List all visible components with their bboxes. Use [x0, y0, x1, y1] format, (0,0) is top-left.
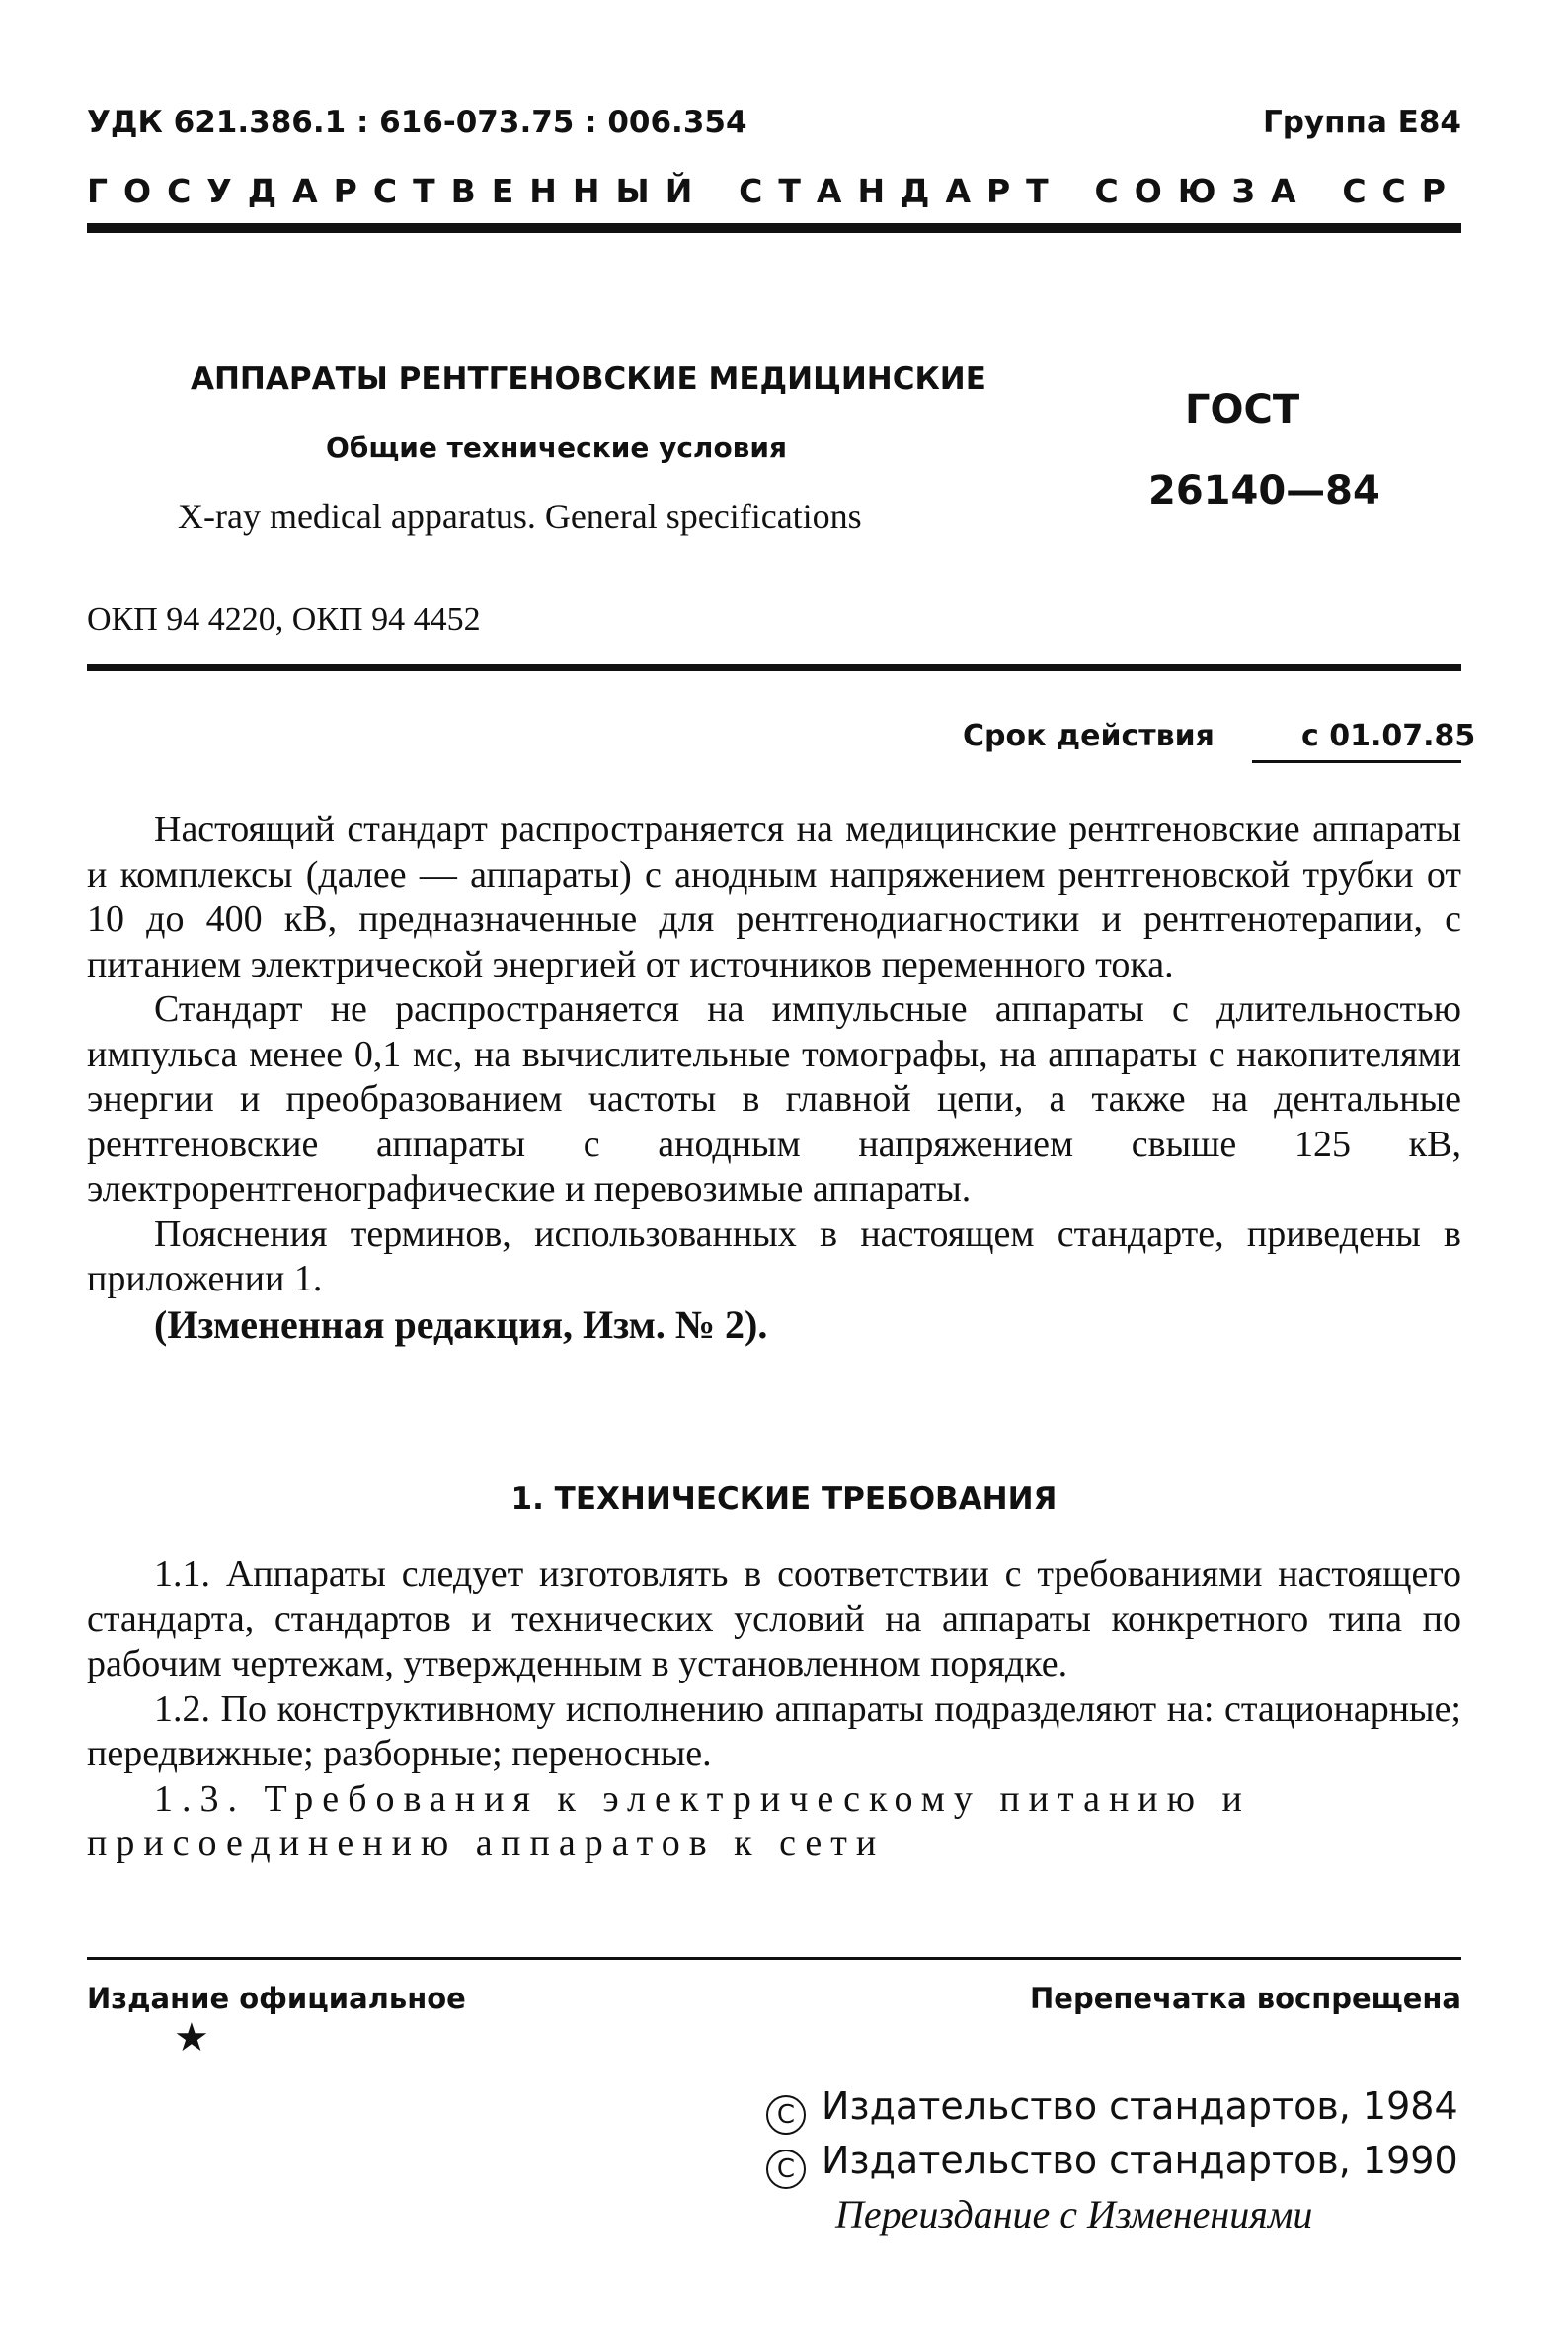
amendment-note: (Измененная редакция, Изм. № 2).: [154, 1301, 768, 1347]
copyright-text: Издательство стандартов, 1984: [822, 2084, 1458, 2128]
star-icon: ★: [174, 2015, 209, 2060]
title-english: X-ray medical apparatus. General specifications: [178, 497, 862, 536]
copyright-icon: C: [766, 2095, 806, 2135]
intro-text: [87, 808, 1461, 1347]
section-text: [87, 1552, 1461, 1867]
copyright-text: Издательство стандартов, 1990: [822, 2139, 1458, 2182]
subtitle-russian: Общие технические условия: [326, 431, 787, 464]
intro-paragraph: Настоящий стандарт распространяется на медицинские рентгеновские аппараты и комплексы (далее — аппараты) с анодным напряжением рентгеновской трубки от 10 до 400 кВ, предназначенные для рентгенодиагностики и рентгенотерапии, с питанием электрической энергией от источников переменного тока.: [87, 809, 1461, 985]
title-rule: [87, 664, 1461, 671]
copyright-line: [766, 2084, 1458, 2135]
state-standard-banner: [87, 172, 1461, 210]
gost-number: 26140—84: [1148, 468, 1380, 513]
udk-code: УДК 621.386.1 : 616-073.75 : 006.354: [87, 105, 747, 140]
reedition-note: Переиздание с Изменениями: [835, 2192, 1313, 2236]
state-standard-word: СОЮЗА: [1094, 172, 1312, 210]
clause-1-1: 1.1. Аппараты следует изготовлять в соответствии с требованиями настоящего стандарта, стандартов и технических условий на аппараты конкретного типа по рабочим чертежам, утвержденным в установленном порядке.: [87, 1553, 1461, 1684]
footer-rule: [87, 1957, 1461, 1960]
state-standard-word: СТАНДАРТ: [739, 172, 1064, 210]
copyright-icon: C: [766, 2150, 806, 2189]
intro-paragraph: Пояснения терминов, использованных в настоящем стандарте, приведены в приложении 1.: [87, 1212, 1461, 1299]
clause-1-2: 1.2. По конструктивному исполнению аппараты подразделяют на: стационарные; передвижные; разборные; переносные.: [87, 1687, 1461, 1774]
gost-label: ГОСТ: [1185, 387, 1300, 432]
okp-codes: ОКП 94 4220, ОКП 94 4452: [87, 601, 481, 638]
clause-1-3: 1.3. Требования к электрическому питанию и присоединению аппаратов к сети: [87, 1777, 1251, 1864]
reprint-prohibited: Перепечатка воспрещена: [1030, 1982, 1461, 2015]
state-standard-word: ССР: [1342, 172, 1461, 210]
validity-label: Срок действия: [963, 719, 1215, 753]
header-rule: [87, 223, 1461, 233]
copyright-line: [766, 2139, 1458, 2189]
state-standard-word: ГОСУДАРСТВЕННЫЙ: [87, 172, 709, 210]
section-heading: 1. ТЕХНИЧЕСКИЕ ТРЕБОВАНИЯ: [510, 1481, 1058, 1517]
intro-paragraph: Стандарт не распространяется на импульсные аппараты с длительностью импульса менее 0,1 мс, на вычислительные томографы, на аппараты с накопителями энергии и преобразованием частоты в главной цепи, а также на дентальные рентгеновские аппараты с анодным напряжением свыше 125 кВ, электрорентгенографические и перевозимые аппараты.: [87, 988, 1461, 1210]
validity-underline: [1252, 760, 1461, 763]
title-russian: АППАРАТЫ РЕНТГЕНОВСКИЕ МЕДИЦИНСКИЕ: [191, 361, 986, 397]
validity-date: с 01.07.85: [1301, 719, 1476, 753]
edition-official: Издание официальное: [87, 1982, 466, 2015]
group-code: Группа Е84: [1262, 105, 1461, 140]
